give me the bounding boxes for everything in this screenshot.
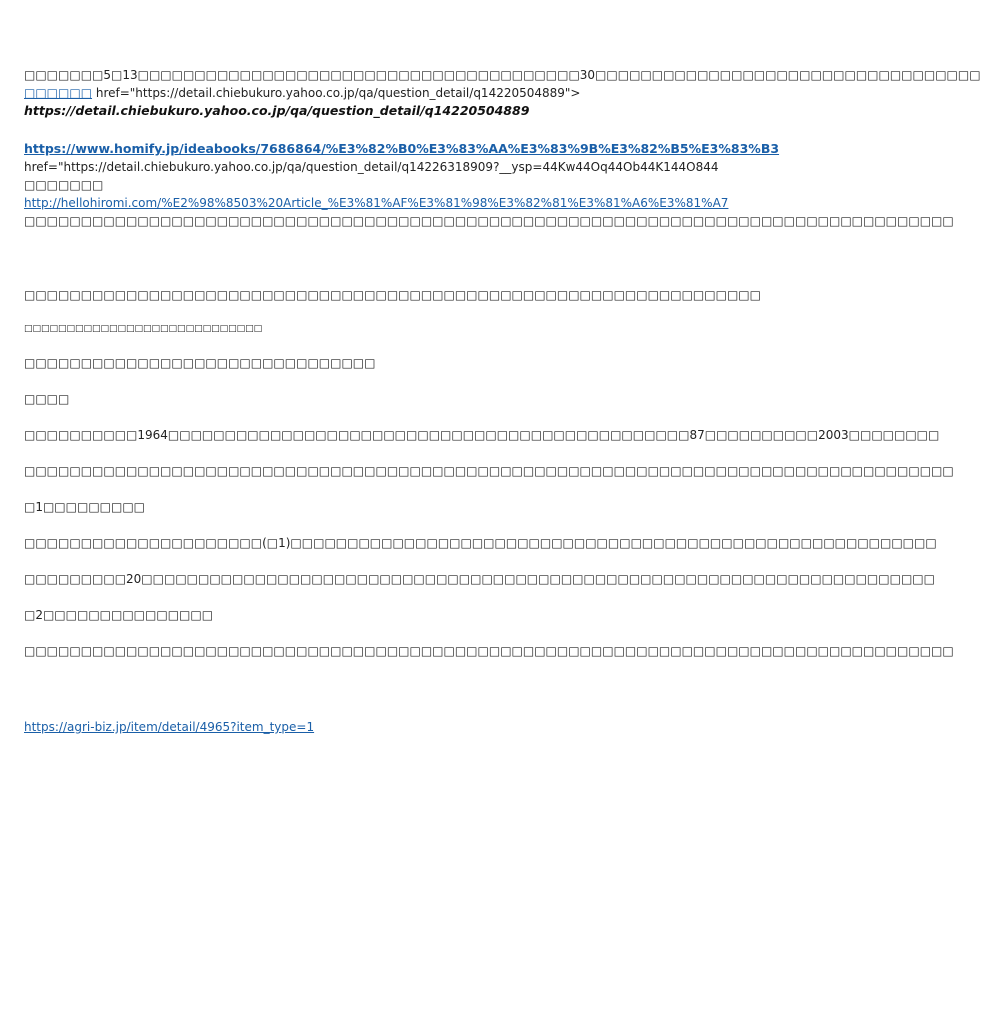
section-heading-2: □2□□□□□□□□□□□□□□□ (24, 608, 214, 622)
document-body (24, 66, 981, 1018)
article-small-note: □□□□□□□□□□□□□□□□□□□□□□□□□□□□ (24, 324, 263, 334)
section-heading-1: □1□□□□□□□□□ (24, 500, 146, 514)
bold-italic-url: https://detail.chiebukuro.yahoo.co.jp/qa/question_detail/q14220504889 (24, 103, 530, 118)
text-line: □□□□□□□□□□□□□□□□□□□□□□□□□□□□□□□□□□□□□□□□□□□□□□□□□□□□□□□□□□□□□□□□□□□□□□□□□□□□□□□□□□ (24, 214, 954, 228)
article-lead: □□□□□□□□□□□□□□□□□□□□□□□□□□□□□□□□□□□□□□□□□□□□□□□□□□□□□□□□□□□□□□□□□ (24, 288, 761, 302)
article-paragraph: □□□□□□□□□20□□□□□□□□□□□□□□□□□□□□□□□□□□□□□□□□□□□□□□□□□□□□□□□□□□□□□□□□□□□□□□□□□□□□□□ (24, 572, 935, 586)
intro-href-text: href="https://detail.chiebukuro.yahoo.co.jp/qa/question_detail/q14220504889"> (92, 86, 581, 100)
article-subtitle: □□□□□□□□□□□□□□□□□□□□□□□□□□□□□□□ (24, 356, 376, 370)
agri-biz-link[interactable]: https://agri-biz.jp/item/detail/4965?item_type=1 (24, 720, 315, 734)
homify-link[interactable]: https://www.homify.jp/ideabooks/7686864/%E3%82%B0%E3%83%AA%E3%83%9B%E3%82%B5%E3%83%B3 (24, 141, 780, 156)
intro-link[interactable]: □□□□□□ (24, 86, 93, 100)
article-paragraph: □□□□□□□□□□□□□□□□□□□□□□□□□□□□□□□□□□□□□□□□□□□□□□□□□□□□□□□□□□□□□□□□□□□□□□□□□□□□□□□□□□ (24, 464, 954, 478)
chiebukuro-href-text: href="https://detail.chiebukuro.yahoo.co.jp/qa/question_detail/q14226318909?__ysp=44Kw44Oq44Ob44K144O844 (24, 160, 719, 174)
short-label: □□□□□□□ (24, 178, 104, 192)
intro-line: □□□□□□□5□13□□□□□□□□□□□□□□□□□□□□□□□□□□□□□□□□□□□□□□□30□□□□□□□□□□□□□□□□□□□□□□□□□□□□□□□□□□ (24, 68, 981, 82)
article-paragraph: □□□□□□□□□□1964□□□□□□□□□□□□□□□□□□□□□□□□□□□□□□□□□□□□□□□□□□□□□□87□□□□□□□□□□2003□□□□□□□□ (24, 428, 940, 442)
article-paragraph: □□□□□□□□□□□□□□□□□□□□□□□□□□□□□□□□□□□□□□□□□□□□□□□□□□□□□□□□□□□□□□□□□□□□□□□□□□□□□□□□□□ (24, 644, 954, 658)
intro-link-line (24, 84, 696, 102)
article-paragraph: □□□□□□□□□□□□□□□□□□□□□(□1)□□□□□□□□□□□□□□□□□□□□□□□□□□□□□□□□□□□□□□□□□□□□□□□□□□□□□□□□□ (24, 536, 937, 550)
hellohiromi-link[interactable]: http://hellohiromi.com/%E2%98%8503%20Article_%E3%81%AF%E3%81%98%E3%82%81%E3%81%A6%E3%81%A7 (24, 196, 729, 210)
article-heading: □□□□ (24, 392, 70, 406)
